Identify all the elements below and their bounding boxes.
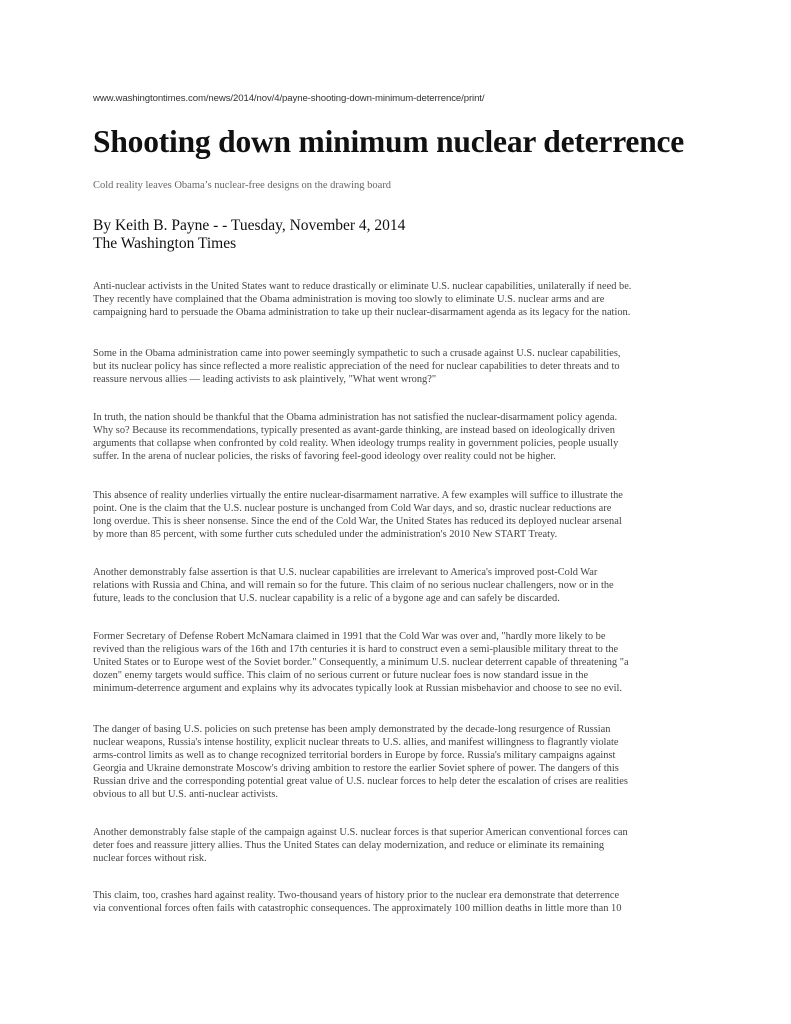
article-title: Shooting down minimum nuclear deterrence — [93, 124, 685, 159]
paragraph-line: long overdue. This is sheer nonsense. Since the end of the Cold War, the United States has reduced its deployed nuclear arsenal — [93, 516, 622, 527]
article-paragraph — [93, 566, 614, 605]
paragraph-line: campaigning hard to persuade the Obama administration to take up their nuclear-disarmament agenda as its legacy for the nation. — [93, 307, 631, 318]
paragraph-line: suffer. In the arena of nuclear policies, the risks of favoring feel-good ideology over reality could not be higher. — [93, 451, 556, 462]
paragraph-line: Why so? Because its recommendations, typically presented as avant-garde thinking, are instead based on ideologically driven — [93, 425, 615, 436]
paragraph-line: minimum-deterrence argument and explains why its advocates typically look at Russian misbehavior and choose to see no evil. — [93, 683, 623, 694]
paragraph-line: arguments that collapse when confronted by cold reality. When ideology trumps reality in government policies, people usually — [93, 438, 619, 449]
paragraph-line: Another demonstrably false assertion is that U.S. nuclear capabilities are irrelevant to America's improved post-Cold War — [93, 567, 598, 578]
paragraph-line: Russian drive and the corresponding potential great value of U.S. nuclear forces to help deter the escalation of crises are realities — [93, 776, 628, 787]
paragraph-line: relations with Russia and China, and will remain so for the future. This claim of no serious nuclear challengers, now or in the — [93, 580, 614, 591]
publication-name: The Washington Times — [93, 235, 237, 252]
paragraph-line: Georgia and Ukraine demonstrate Moscow's driving ambition to restore the earlier Soviet sphere of power. The dangers of this — [93, 763, 619, 774]
page-url: www.washingtontimes.com/news/2014/nov/4/payne-shooting-down-minimum-deterrence/print/ — [93, 93, 485, 104]
paragraph-line: Anti-nuclear activists in the United States want to reduce drastically or eliminate U.S. nuclear capabilities, unilaterally if need be. — [93, 281, 632, 292]
paragraph-line: Another demonstrably false staple of the campaign against U.S. nuclear forces is that superior American conventional forces can — [93, 827, 628, 838]
paragraph-line: This absence of reality underlies virtually the entire nuclear-disarmament narrative. A few examples will suffice to illustrate the — [93, 490, 623, 501]
article-paragraph — [93, 347, 620, 386]
article-paragraph — [93, 723, 628, 801]
paragraph-line: The danger of basing U.S. policies on such pretense has been amply demonstrated by the decade-long resurgence of Russian — [93, 724, 611, 735]
paragraph-line: point. One is the claim that the U.S. nuclear posture is unchanged from Cold War days, and so, drastic nuclear reductions are — [93, 503, 612, 514]
paragraph-line: but its nuclear policy has since reflected a more realistic appreciation of the need for nuclear capabilities to deter threats and to — [93, 361, 620, 372]
paragraph-line: In truth, the nation should be thankful that the Obama administration has not satisfied the nuclear-disarmament policy agenda. — [93, 412, 618, 423]
paragraph-line: via conventional forces often fails with catastrophic consequences. The approximately 100 million deaths in little more than 10 — [93, 903, 622, 914]
article-paragraph — [93, 411, 618, 463]
paragraph-line: revived than the religious wars of the 16th and 17th centuries it is hard to construct even a semi-plausible military threat to the — [93, 644, 619, 655]
byline — [93, 217, 405, 253]
paragraph-line: dozen" enemy targets would suffice. This claim of no serious current or future nuclear foes is now standard issue in the — [93, 670, 589, 681]
paragraph-line: deter foes and reassure jittery allies. Thus the United States can delay modernization, and reduce or eliminate its remaining — [93, 840, 605, 851]
article-subtitle: Cold reality leaves Obama’s nuclear-free designs on the drawing board — [93, 180, 392, 191]
author-date: By Keith B. Payne - - Tuesday, November 4, 2014 — [93, 217, 406, 234]
paragraph-line: future, leads to the conclusion that U.S. nuclear capability is a relic of a bygone age and can safely be discarded. — [93, 593, 560, 604]
paragraph-line: Some in the Obama administration came into power seemingly sympathetic to such a crusade against U.S. nuclear capabilities, — [93, 348, 621, 359]
paragraph-line: nuclear weapons, Russia's intense hostility, explicit nuclear threats to U.S. allies, and manifest willingness to flagrantly violate — [93, 737, 619, 748]
paragraph-line: obvious to all but U.S. anti-nuclear activists. — [93, 789, 278, 800]
paragraph-line: Former Secretary of Defense Robert McNamara claimed in 1991 that the Cold War was over and, "hardly more likely to be — [93, 631, 606, 642]
paragraph-line: arms-control limits as well as to change recognized territorial borders in Europe by force. Russia's military campaigns against — [93, 750, 616, 761]
article-paragraph — [93, 489, 623, 541]
article-paragraph — [93, 280, 631, 319]
paragraph-line: reassure nervous allies — leading activists to ask plaintively, "What went wrong?" — [93, 374, 437, 385]
paragraph-line: United States or to Europe west of the Soviet border." Consequently, a minimum U.S. nuclear deterrent capable of threatening "a — [93, 657, 629, 668]
article-paragraph — [93, 630, 629, 695]
paragraph-line: by more than 85 percent, with some further cuts scheduled under the administration's 2010 New START Treaty. — [93, 529, 558, 540]
paragraph-line: They recently have complained that the Obama administration is moving too slowly to eliminate U.S. nuclear arms and are — [93, 294, 605, 305]
paragraph-line: nuclear forces without risk. — [93, 853, 207, 864]
article-paragraph — [93, 826, 628, 865]
paragraph-line: This claim, too, crashes hard against reality. Two-thousand years of history prior to the nuclear era demonstrate that deterrence — [93, 890, 620, 901]
article-paragraph — [93, 889, 621, 915]
